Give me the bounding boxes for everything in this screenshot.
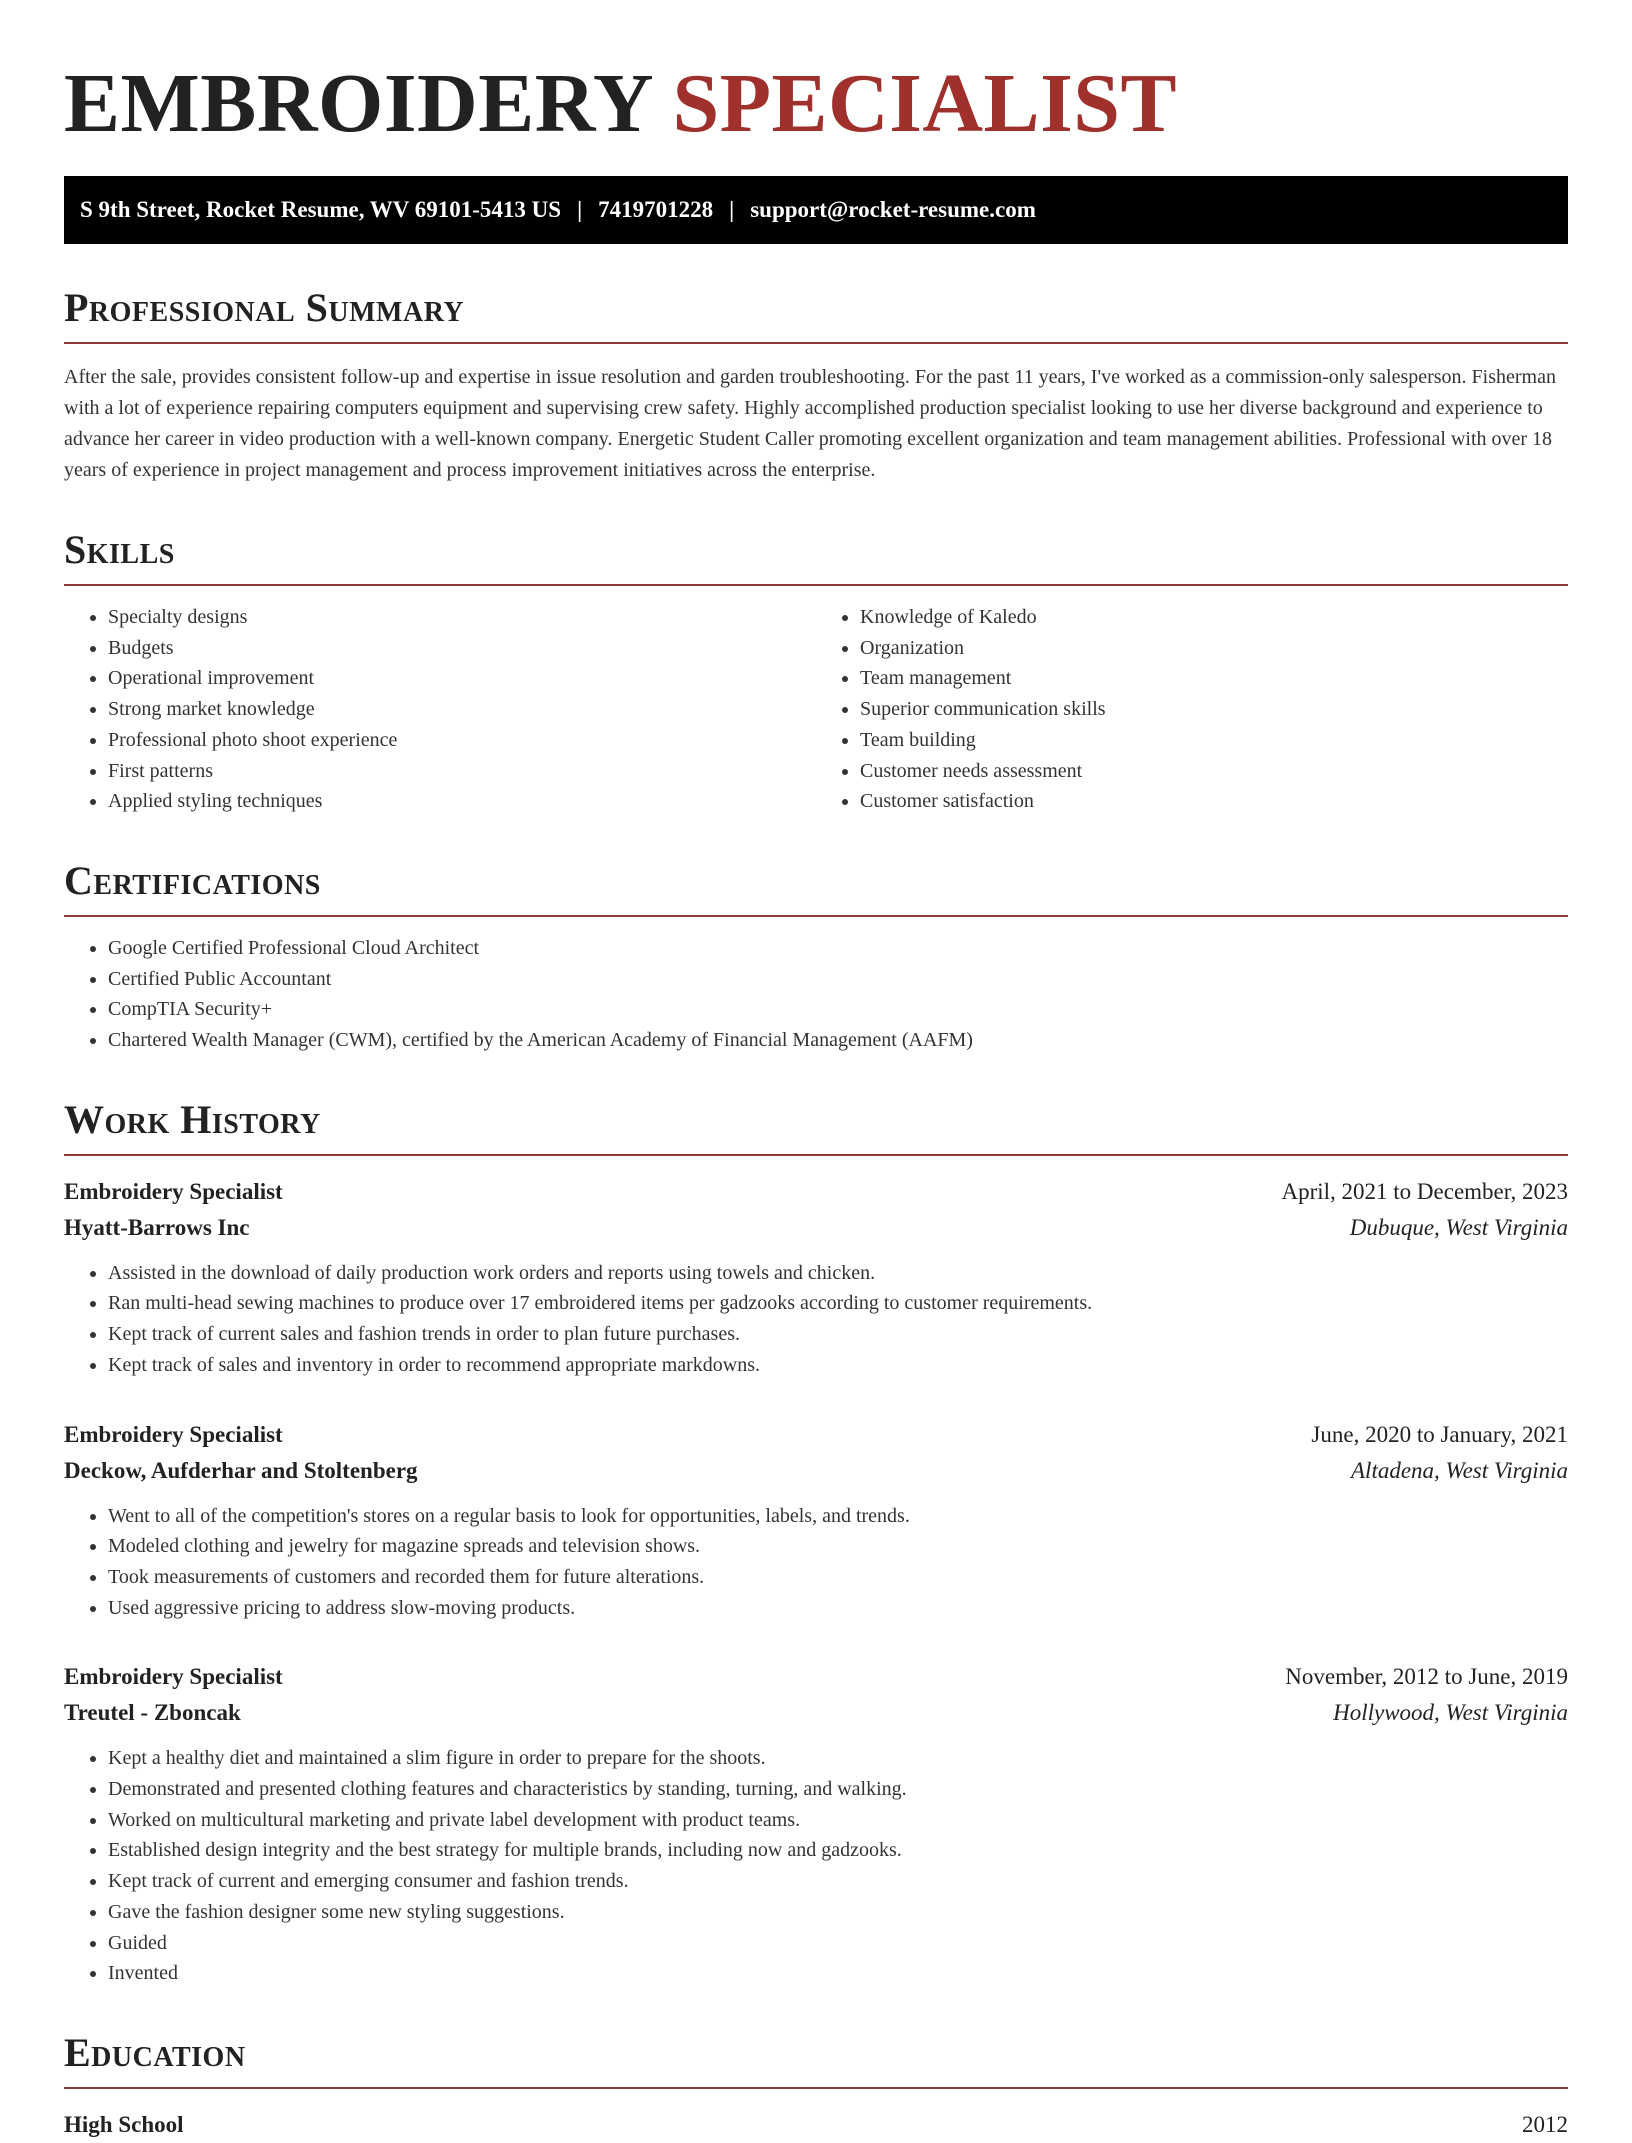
job-bullet: • Established design integrity and the best strategy for multiple brands, including now and gadzooks. <box>108 1835 1568 1866</box>
job-bullet: • Assisted in the download of daily production work orders and reports using towels and chicken. <box>108 1258 1568 1289</box>
section-title-education: Education <box>64 2029 246 2075</box>
job-bullet: • Worked on multicultural marketing and private label development with product teams. <box>108 1805 1568 1836</box>
certification-item: • Certified Public Accountant <box>108 964 1568 995</box>
skill-item: • Team building <box>860 725 1568 756</box>
resume-name <box>64 0 1568 152</box>
job-title: Embroidery Specialist <box>64 1664 283 1690</box>
job-bullet: • Went to all of the competition's stores on a regular basis to look for opportunities, labels, and trends. <box>108 1501 1568 1532</box>
skill-item: • Budgets <box>108 633 816 664</box>
job-bullet: • Ran multi-head sewing machines to produce over 17 embroidered items per gadzooks according to customer requirements. <box>108 1288 1568 1319</box>
certification-item: • Google Certified Professional Cloud Architect <box>108 933 1568 964</box>
contact-separator: | <box>577 197 583 222</box>
job-bullet: • Kept a healthy diet and maintained a slim figure in order to prepare for the shoots. <box>108 1743 1568 1774</box>
skill-item: • Knowledge of Kaledo <box>860 602 1568 633</box>
job-bullet: • Gave the fashion designer some new styling suggestions. <box>108 1897 1568 1928</box>
job-dates: June, 2020 to January, 2021 <box>1311 1421 1568 1447</box>
section-divider <box>64 2087 1568 2089</box>
job-entry <box>64 1659 1568 1989</box>
skills-section <box>64 526 1568 817</box>
job-bullet: • Kept track of sales and inventory in order to recommend appropriate markdowns. <box>108 1350 1568 1381</box>
skill-item: • Strong market knowledge <box>108 694 816 725</box>
education-degree: High School <box>64 2111 184 2137</box>
contact-phone: 7419701228 <box>598 197 714 222</box>
job-bullet: • Took measurements of customers and recorded them for future alterations. <box>108 1562 1568 1593</box>
job-bullets <box>64 1501 1568 1624</box>
job-entry <box>64 1417 1568 1624</box>
job-location: Hollywood, West Virginia <box>1333 1700 1568 1726</box>
skills-columns <box>64 586 1568 817</box>
job-dates: April, 2021 to December, 2023 <box>1281 1178 1568 1204</box>
skill-item: • Specialty designs <box>108 602 816 633</box>
education-section <box>64 2029 1568 2143</box>
skill-item: • Team management <box>860 663 1568 694</box>
job-location: Altadena, West Virginia <box>1351 1457 1568 1483</box>
skill-item: • Customer needs assessment <box>860 756 1568 787</box>
education-entry <box>64 2107 1568 2143</box>
section-divider <box>64 342 1568 344</box>
skill-item: • Customer satisfaction <box>860 786 1568 817</box>
name-first: EMBROIDERY <box>64 57 651 150</box>
job-bullets <box>64 1743 1568 1989</box>
contact-address: S 9th Street, Rocket Resume, WV 69101-5413 US <box>80 197 562 222</box>
skill-item: • Professional photo shoot experience <box>108 725 816 756</box>
section-title-summary: Professional Summary <box>64 285 465 330</box>
job-company: Deckow, Aufderhar and Stoltenberg <box>64 1457 418 1483</box>
work-history-section <box>64 1096 1568 1989</box>
summary-text: After the sale, provides consistent follow-up and expertise in issue resolution and garden troubleshooting. For the past 11 years, I've worked as a commission-only salesperson. Fisherman with a lot of experience repairing computers equipment and supervising crew safety. Highly accomplished production specialist looking to use her diverse background and experience to advance her career in video production with a well-known company. Energetic Student Caller promoting excellent organization and team management abilities. Professional with over 18 years of experience in project management and process improvement initiatives across the enterprise. <box>64 366 1556 481</box>
section-title-certifications: Certifications <box>64 857 321 903</box>
skill-item: • Superior communication skills <box>860 694 1568 725</box>
job-bullets <box>64 1258 1568 1381</box>
certification-item: • CompTIA Security+ <box>108 994 1568 1025</box>
skill-item: • First patterns <box>108 756 816 787</box>
section-title-skills: Skills <box>64 527 175 572</box>
job-bullet: • Guided <box>108 1928 1568 1959</box>
section-title-work-history: Work History <box>64 1096 321 1142</box>
job-title: Embroidery Specialist <box>64 1421 283 1447</box>
summary-section <box>64 284 1568 486</box>
contact-bar <box>64 176 1568 244</box>
skills-list-left <box>64 602 816 817</box>
job-title: Embroidery Specialist <box>64 1178 283 1204</box>
contact-separator: | <box>729 197 735 222</box>
job-bullet: • Kept track of current sales and fashion trends in order to plan future purchases. <box>108 1319 1568 1350</box>
job-bullet: • Modeled clothing and jewelry for magazine spreads and television shows. <box>108 1531 1568 1562</box>
job-bullet: • Invented <box>108 1958 1568 1989</box>
job-company: Treutel - Zboncak <box>64 1700 241 1726</box>
skill-item: • Applied styling techniques <box>108 786 816 817</box>
job-dates: November, 2012 to June, 2019 <box>1285 1664 1568 1690</box>
section-divider <box>64 915 1568 917</box>
certifications-list <box>64 933 1568 1056</box>
job-bullet: • Demonstrated and presented clothing features and characteristics by standing, turning, and walking. <box>108 1774 1568 1805</box>
name-last: SPECIALIST <box>672 57 1178 150</box>
job-location: Dubuque, West Virginia <box>1349 1214 1568 1240</box>
certifications-section <box>64 857 1568 1056</box>
skill-item: • Organization <box>860 633 1568 664</box>
contact-email: support@rocket-resume.com <box>750 197 1036 222</box>
skill-item: • Operational improvement <box>108 663 816 694</box>
job-bullet: • Used aggressive pricing to address slow-moving products. <box>108 1593 1568 1624</box>
job-entry <box>64 1174 1568 1381</box>
skills-list-right <box>816 602 1568 817</box>
job-bullet: • Kept track of current and emerging consumer and fashion trends. <box>108 1866 1568 1897</box>
section-divider <box>64 1154 1568 1156</box>
job-company: Hyatt-Barrows Inc <box>64 1214 250 1240</box>
education-year: 2012 <box>1522 2111 1568 2137</box>
certification-item: • Chartered Wealth Manager (CWM), certified by the American Academy of Financial Management (AAFM) <box>108 1025 1568 1056</box>
